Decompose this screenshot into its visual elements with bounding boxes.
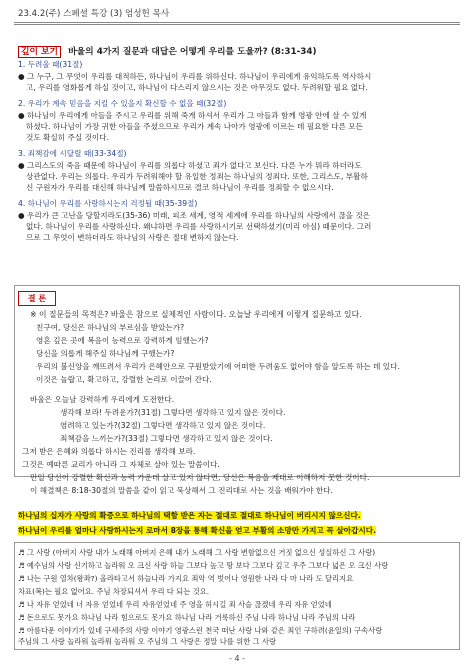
conclusion-line: 영혼 깊은 곳에 복음이 능력으로 강력하게 임했는가? [36, 336, 209, 345]
conclusion-line: 그것은 예따른 교리가 아니라 그 자체로 살아 있는 말씀이다. [22, 460, 220, 469]
section-title [18, 44, 317, 57]
section-1-line: ● 그 누구, 그 무엇이 우리를 대적하든, 하나님이 우리를 위하신다. 하나님이 우리에게 유익하도록 역사하시 [18, 72, 372, 81]
song-line: ♬ 나 자유 얻었네 너 자유 얻었네 우리 자유얻었네 주 영을 허시길 죄 사슬 끊겠네 우리 자유 얻었네 [18, 600, 332, 609]
conclusion-line: 바울은 오늘날 강력하게 우리에게 도전한다. [30, 395, 175, 404]
song-line: ♬ 돈으로도 못가요 하나님 나라 힘으로도 못가요 하나님 나라 거룩하신 주님 나라 하나님 나라 주님의 나라 [18, 613, 356, 622]
song-line: ♬ 아름다운 이야기가 있네 구세주의 사랑 이야기 영광스런 천국 떠난 사랑 나와 같은 죄인 구하려(윤일의) 구속사랑 [18, 626, 383, 635]
page-number: - 4 - [229, 654, 245, 663]
section-1-heading: 1. 두려울 때(31절) [18, 60, 83, 69]
song-line: ♬ 예수님의 사랑 신기하고 놀라워 오 크신 사랑 하늘 그보다 높고 땅 보다 그보다 깊고 우주 그보다 넓은 오 크신 사랑 [18, 561, 389, 570]
conclusion-line: 이 해결책은 8:18-30절의 말씀을 같이 읽고 묵상해서 그 진리대로 사는 것을 배워가야 한다. [30, 486, 333, 495]
conclusion-line: 죄책감을 느끼는가?(33절) 그렇다면 생각하고 있지 않은 것이다. [60, 434, 273, 443]
section-4-line: 므로 그 무엇이 변하더라도 하나님의 사랑은 절대 변하지 않는다. [26, 233, 239, 242]
conclusion-line: 친구여, 당신은 하나님의 부르심을 받았는가? [36, 323, 185, 332]
section-2-line: 하셨다. 하나님이 가장 귀한 아들을 주셨으므로 우리가 계속 나아가 영광에 이르는 데 필요한 다른 모든 [26, 122, 363, 131]
section-3-line: 상관없다. 우리는 의롭다. 우리가 두려워해야 할 유일한 정죄는 하나님의 정죄다. 또한, 그리스도, 부활하 [26, 172, 368, 181]
song-line: 차표(복)는 필요 없어요. 주님 차장되셔서 우리 다 되는 것요. [18, 587, 210, 596]
section-2-line: 것도 확실히 주실 것이다. [26, 133, 110, 142]
highlight-line [18, 510, 361, 521]
conclusion-line: 염려하고 있는가?(32절) 그렇다면 생각하고 있지 않은 것이다. [60, 421, 266, 430]
conclusion-line: 생각해 보라! 두려운가?(31절) 그렇다면 생각하고 있지 않은 것이다. [60, 408, 286, 417]
section-3-line: 신 구원자가 우리를 대신해 하나님께 말씀하시므로 결코 하나님이 우리를 정죄할 수 없으시다. [26, 183, 334, 192]
header-divider [14, 22, 460, 23]
section-1-line: 고, 우리를 영화롭게 하실 것이고, 하나님이 다스리지 않으시는 것은 아무것도 없다. 두려워할 필요 없다. [26, 83, 368, 92]
header-divider-2 [14, 24, 460, 25]
section-4-line: ● 우리가 큰 고난을 당할지라도(35-36) 미래, 피조 세계, 영적 세계에 우리를 하나님의 사랑에서 끊을 것은 [18, 211, 370, 220]
conclusion-line: 우리의 불신앙을 깨뜨려서 우리가 은혜안으로 구원받았기에 어떠한 두려움도 없어야 함을 알도록 하는 데 있다. [36, 362, 400, 371]
song-line: ♬ 나는 구원 열차(왕좌?) 올라타고서 하늘나라 가지요 죄악 역 벗어나 영원한 나라 다 마 나라 도 달리지요 [18, 574, 354, 583]
conclusion-tag: 결 론 [18, 291, 56, 306]
song-line: 주님의 그 사랑 놀라워 놀라워 놀라워 오 주님의 그 사랑은 정말 나를 위한 그 사랑 [18, 637, 277, 646]
highlight-line [18, 525, 376, 536]
highlight-text: 하나님의 십자가 사랑의 확증으로 하나님의 택함 받은 자는 절대로 절대로 하나님이 버리시지 않으신다. [18, 511, 361, 520]
section-3-line: ● 그리스도의 죽음 때문에 하나님이 우리를 의롭다 하셨고 죄가 없다고 보신다. 다른 누가 뭐라 하더라도 [18, 161, 362, 170]
conclusion-line: 만일 당신이 강렬한 확신과 능력 가운데 살고 있지 않다면, 당신은 복음을 제대로 이해하지 못한 것이다. [30, 473, 370, 482]
section-3-heading: 3. 죄책감에 시달릴 때(33-34절) [18, 149, 127, 158]
title-tag: 깊이 보기 [18, 46, 61, 58]
section-2-heading: 2. 우리가 계속 믿음을 지킬 수 있을지 확신할 수 없을 때(32절) [18, 99, 227, 108]
conclusion-line: 이것은 놀랍고, 확고하고, 강렬한 논리로 이끌어 간다. [36, 375, 212, 384]
conclusion-line: ※ 이 질문들의 목적은? 바울은 참으로 실제적인 사람이다. 오늘날 우리에게 이렇게 질문하고 있다. [30, 310, 362, 319]
conclusion-line: 당신을 의롭게 해주실 하나님께 구했는가? [36, 349, 175, 358]
section-2-line: ● 하나님이 우리에게 아들을 주시고 우리를 위해 죽게 하셔서 우리가 그 아들과 함께 영광 안에 살 수 있게 [18, 111, 367, 120]
conclusion-line: 그저 받은 은혜와 의롭다 하시는 진리를 생각해 보라. [22, 447, 196, 456]
highlight-text: 하나님이 우리를 얼마나 사랑하시는지 로마서 8장을 통해 확신을 얻고 부활의 소망만 가지고 꼭 살아갑시다. [18, 526, 376, 535]
section-4-heading: 4. 하나님이 우리를 사랑하시는지 걱정될 때(35-39절) [18, 199, 198, 208]
title-text: 바울의 4가지 질문과 대답은 어떻게 우리를 도울까? (8:31-34) [68, 47, 317, 57]
song-line: ♬ 그 사랑 (아버지 사랑 내가 노래해 아버지 은혜 내가 노래해 그 사랑 변함없으신 거짓 없으신 성실하신 그 사랑) [18, 548, 376, 557]
section-4-line: 없다. 하나님이 우리를 사랑하신다. 왜냐하면 우리를 사랑하시기로 선택하셨기(미리 아심) 때문이다. 그러 [26, 222, 372, 231]
page-header: 23.4.2(주) 스페셜 특강 (3) 엄성헌 목사 [18, 9, 170, 19]
